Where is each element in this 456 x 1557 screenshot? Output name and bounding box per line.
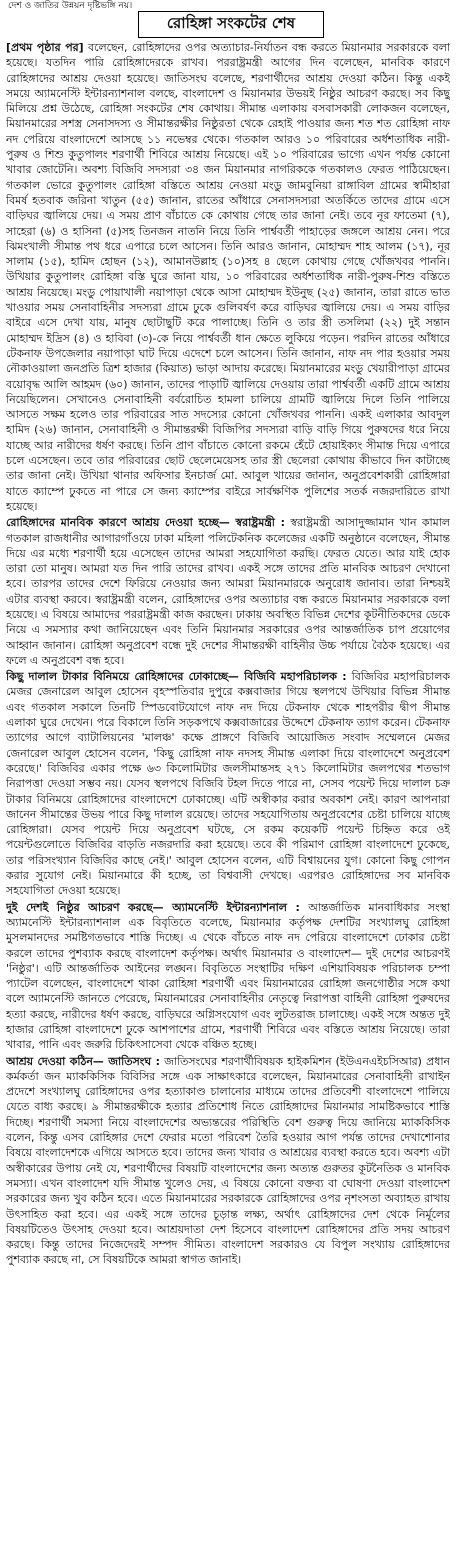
paragraph-bgb-chief: [6, 669, 450, 898]
paragraph-home-minister: [6, 515, 450, 668]
paragraph-text: আন্তর্জাতিক মানবাধিকার সংস্থা অ্যামনেস্টি ইন্টারন্যাশনাল এক বিবৃতিতে বলেছে, মিয়ানমার কর্তৃপক্ষ দেশটির সংখ্যালঘু রোহিঙ্গা মুসলমানদের সমষ্টিগতভাবে শাস্তি দিচ্ছে। এ থেকে বাঁচতে নাফ নদ পেরিয়ে বাংলাদেশে ঢোকার চেষ্টা করলে তাদের পুশব্যাক করছে বাংলাদেশ কর্তৃপক্ষ। অর্থাৎ মিয়ানমার ও বাংলাদেশ— দুই দেশের আচরণই 'নিষ্ঠুর'। এটি আন্তর্জাতিক আইনের লঙ্ঘন। বিবৃতিতে সংস্থাটির দক্ষিণ এশিয়াবিষয়ক পরিচালক চম্পা প্যাটেল বলেছেন, বাংলাদেশে থাকা রোহিঙ্গা শরণার্থী এবং মিয়ানমারের রোহিঙ্গা জনগোষ্ঠীর সঙ্গে কথা বলে অ্যামনেস্টি জানতে পেরেছে, মিয়ানমারের সেনাবাহিনীর নেতৃত্বে নিরাপত্তা বাহিনী রোহিঙ্গা পুরুষদের হত্যা করছে, নারীদের ধর্ষণ করছে, বাড়িঘরে অগ্নিসংযোগ এবং লুটতরাজ চালাচ্ছে। একই সঙ্গে অন্তত দুই হাজার রোহিঙ্গা বাংলাদেশে ঢুকে আশপাশের গ্রামে, শরণার্থী শিবিরে এবং বস্তিতে আশ্রয় নিয়েছে। তারা খাবার, পানি এবং জরুরি চিকিৎসাসেবা থেকে বঞ্চিত হচ্ছে।: [6, 900, 450, 1052]
paragraph-amnesty: [6, 900, 450, 1053]
paragraph-text: বিজিবির মহাপরিচালক মেজর জেনারেল আবুল হোসেন বৃহস্পতিবার দুপুরে কক্সবাজার গিয়ে স্থলপথে উখিয়ার বিভিন্ন সীমান্ত এবং গতকাল সকালে তিনটি স্পিডবোটযোগে নাফ নদ দিয়ে টেকনাফ থেকে শাহপরীর দ্বীপ সীমান্ত এলাকা ঘুরে দেখেন। পরে বিকালে তিনি সড়কপথে কক্সবাজারের উদ্দেশে টেকনাফ ত্যাগ করেন। টেকনাফ ত্যাগের আগে ব্যাটালিয়নের 'মালঞ্চ' কক্ষে প্রাঙ্গণে বিজিবি আয়োজিত সংবাদ সম্মেলনে মেজর জেনারেল আবুল হোসেন বলেন, 'কিছু রোহিঙ্গা নাফ নদসহ সীমান্ত এলাকা দিয়ে বাংলাদেশে অনুপ্রবেশ করেছে।' বিজিবির একার পক্ষে ৬৩ কিলোমিটার জলসীমান্তসহ ২৭১ কিলোমিটার জলপথের শতভাগ নিরাপত্তা দেওয়া সম্ভব নয়। যেসব স্থলপথে বিজিবি টহল দিতে পারে না, সেসব পয়েন্ট দিয়ে দালাল চক্র টাকার বিনিময়ে রোহিঙ্গাদের বাংলাদেশে ঢোকাচ্ছে। এটি অস্বীকার করার অবকাশ নেই। কারণ আপনারা জানেন সীমান্তের উভয় পারে কিছু দালাল রয়েছে। তাদের সহযোগিতায় অনুপ্রবেশের চেষ্টা চালিয়ে যাচ্ছে রোহিঙ্গারা। যেসব পয়েন্ট দিয়ে অনুপ্রবেশ ঘটছে, সে রকম কয়েকটি পয়েন্ট চিহ্নিত করে ওই পয়েন্টগুলোতে বিজিবির বাড়তি নজরদারি করা হয়েছে। তবে কী পরিমাণ রোহিঙ্গা বাংলাদেশে ঢুকেছে, তার পরিসংখ্যান বিজিবির কাছে নেই।' আবুল হোসেন বলেন, এটি বিশ্বায়নের যুগ। কোনো কিছু গোপন করার সুযোগ নেই। মিয়ানমারে কী হচ্ছে, তা বিশ্ববাসী দেখছে। এরপরও রোহিঙ্গাদের সব মানবিক সহযোগিতা দেওয়া হয়েছে।: [6, 670, 450, 898]
previous-article-fragment: দেশ ও জাতির উন্নয়ন দৃষ্টিভঙ্গি নয়।: [8, 1, 133, 11]
subheading-un: আশ্রয় দেওয়া কঠিন— জাতিসংঘ :: [6, 1054, 160, 1068]
headline-box: [138, 11, 324, 38]
paragraph-un: [6, 1054, 450, 1268]
paragraph-intro: [6, 40, 450, 514]
subheading-home-minister: রোহিঙ্গাদের মানবিক কারণে আশ্রয় দেওয়া হচ্ছে— স্বরাষ্ট্রমন্ত্রী :: [6, 516, 285, 530]
subheading-bgb-chief: কিছু দালাল টাকার বিনিময়ে রোহিঙ্গাদের ঢোকাচ্ছে— বিজিবি মহাপরিচালক :: [6, 670, 347, 684]
paragraph-text: বলেছেন, রোহিঙ্গাদের ওপর অত্যাচার-নির্যাতন বন্ধ করতে মিয়ানমার সরকারকে বলা হয়েছে। যতদিন পারি রোহিঙ্গাদেরকে রাখব। পররাষ্ট্রমন্ত্রী আগের দিন বলেছেন, মানবিক কারণে রোহিঙ্গাদের আশ্রয় দেওয়া হয়েছে। জাতিসংঘ বলেছে, শরণার্থীদের আশ্রয় দেওয়া কঠিন। কিন্তু একই সময়ে অ্যামনেস্টি ইন্টারন্যাশনাল বলছে, বাংলাদেশ ও মিয়ানমার উভয়ই নিষ্ঠুর আচরণ করছে। সব কিছু মিলিয়ে প্রশ্ন উঠেছে, রোহিঙ্গা সংকটের শেষ কোথায়। সীমান্ত এলাকায় বসবাসকারী লোকজন বলেছেন, মিয়ানমারের সশস্ত্র সেনাসদস্য ও সীমান্তরক্ষীর নিষ্ঠুরতা থেকে রেহাই পাওয়ার জন্য শত শত রোহিঙ্গা নাফ নদ পেরিয়ে বাংলাদেশে আসছে ১১ নভেম্বর থেকে। গতকাল আরও ১০ পরিবারের অর্ধশতাধিক নারী-পুরুষ ও শিশু কুতুপালং শরণার্থী শিবিরে আশ্রয় নিয়েছে। এই ১০ পরিবারের ভাগ্যে এখন পর্যন্ত কোনো খাবার জোটেনি। অবশ্য বিজিবি সদস্যরা ৩৪ জন মিয়ানমার নাগরিককে গতকালও ফেরত পাঠিয়েছেন। গতকাল ভোরে কুতুপালং রোহিঙ্গা বস্তিতে আশ্রয় নেওয়া মংডু জামবুনিয়া রাঙ্গাবিল গ্রামের স্বামীহারা বিমর্ষ হতবাক জরিনা খাতুন (৫৫) জানান, রাতের আঁধারে সেনাসদস্যরা অতর্কিতে তাদের গ্রামে এসে বাড়িঘর জ্বালিয়ে দেয়। এ সময় প্রাণ বাঁচাতে কে কোথায় গেছে তার জানা নেই। তবে নূর ফাতেমা (৭), সাহেরা (৬) ও হাসিনা (৫)সহ তিনজন নাতনি নিয়ে তিনি পার্শ্ববর্তী পাহাড়ের জঙ্গলে আশ্রয় নেন। পরে ঝিমংখালী সীমান্ত পথ ধরে এপারে চলে আসেন। তিনি আরও জানান, মোহাম্মদ শাহ আলম (১৭), নূর সালাম (১৫), হামিদ হোছন (১২), আমানউল্লাহ (১০)সহ ৪ ছেলে কোথায় গেছে খোঁজখবর পাননি। উখিয়ার কুতুপালং রোহিঙ্গা বস্তি ঘুরে জানা যায়, ১০ পরিবারের অর্ধশতাধিক নারী-পুরুষ-শিশু বস্তিতে আশ্রয় নিয়েছে। মংডু পোয়াখালী নয়াপাড়া থেকে আসা মোহাম্মদ ইউনুছ (২৫) জানান, তারা রাতে ভাত খাওয়ার সময় সেনাবাহিনীর সদস্যরা গ্রামে ঢুকে গুলিবর্ষণ করে বাড়িঘর জ্বালিয়ে দেয়। এ সময় বাড়ির বাইরে এসে দেখা যায়, মানুষ ছোটাছুটি করে পালাচ্ছে। তিনি ও তার স্ত্রী তসলিমা (২২) দুই সন্তান মোহাম্মদ ইদ্রিস (৪) ও হাবিবা (৩)-কে নিয়ে পার্শ্ববর্তী ধান ক্ষেতে লুকিয়ে পড়েন। পরদিন রাতের আঁধারে টেকনাফ উপজেলার নয়াপাড়া ঘাট দিয়ে এদেশে চলে আসেন। তিনি জানান, নাফ নদ পার হওয়ার সময় নৌকাওয়ালা জনপ্রতি ত্রিশ হাজার (কিয়াত) ভাড়া আদায় করেছে। মিয়ানমারের মংডু খেয়ারীপাড়া গ্রামের বয়োবৃদ্ধ আলি আহমদ (৬০) জানান, তাদের পাড়াটি জ্বালিয়ে দেওয়ায় তারা পার্শ্ববর্তী একটি গ্রামে আশ্রয় নিয়েছিলেন। সেখানেও সেনাবাহিনী বর্বরোচিত হামলা চালিয়ে গ্রামটি জ্বালিয়ে দিলে তিনি পালিয়ে আসতে সক্ষম হলেও তার পরিবারের সাত সদস্যের কোনো খোঁজখবর পাননি। একই এলাকার আবদুল হামিদ (২৬) জানান, সেনাবাহিনী ও সীমান্তরক্ষী বিজিপির সদস্যরা বাড়ি বাড়ি গিয়ে পুরুষদের ধরে নিয়ে যাচ্ছে আর নারীদের ধর্ষণ করছে। তিনি প্রাণ বাঁচাতে কোনো রকমে হেঁটে হোয়াইক্যং সীমান্ত দিয়ে এপারে চলে এসেছেন। তবে তার পরিবারের ছোট ছেলেমেয়েসহ তার স্ত্রী ছেলেরা কোথায় কীভাবে দিন কাটাচ্ছে তার জানা নেই। উখিয়া থানার অফিসার ইনচার্জ মো. আবুল খায়ের জানান, অনুপ্রবেশকারী রোহিঙ্গারা যাতে ক্যাম্পে ঢুকতে না পারে সে জন্য ক্যাম্পের বাইরে সার্বক্ষণিক পুলিশের সতর্ক নজরদারিতে রাখা হয়েছে।: [6, 41, 450, 513]
continuation-marker: [প্রথম পৃষ্ঠার পর]: [6, 41, 84, 54]
paragraph-text: জাতিসংঘের শরণার্থীবিষয়ক হাইকমিশন (ইউএনএইচসিআর) প্রধান কর্মকর্তা জন ম্যাককিসিক বিবিসির সঙ্গে এক সাক্ষাৎকারে বলেছেন, মিয়ানমারের সেনাবাহিনী রাখাইন প্রদেশে সংখ্যালঘু রোহিঙ্গাদের ওপর হত্যাকাণ্ড চালানোর মাধ্যমে তাদের প্রতিবেশী বাংলাদেশে পালিয়ে যেতে বাধ্য করছে। ৯ সীমান্তরক্ষীকে হত্যার প্রতিশোধ নিতে রোহিঙ্গাদের মিয়ানমার সামষ্টিকভাবে শাস্তি দিচ্ছে। শরণার্থী সমস্যা নিয়ে বাংলাদেশের অভ্যন্তরের পরিস্থিতি বেশ গুরুত্ব দিয়ে জানিয়ে ম্যাককিসিক বলেন, কিন্তু এসব রোহিঙ্গার দেশে ফেরার মতো পরিবেশ তৈরি হওয়ার আগ পর্যন্ত তাদের দেখাশোনার বিষয়ে বাংলাদেশকে এগিয়ে আসতে হবে। তাদের জন্য খাবার ও আশ্রয়ের ব্যবস্থা করতে হবে। অবশ্য এটা অস্বীকারের উপায় নেই যে, শরণার্থীদের বিষয়টি বাংলাদেশের জন্য অত্যন্ত গুরুতর কূটনৈতিক ও মানবিক সমস্যা। এখন বাংলাদেশ যদি সীমান্ত খুলেও দেয়, এ বিষয়ে কোনো বক্তব্য বা ঘোষণা দেওয়া বাংলাদেশ সরকারের জন্য খুব কঠিন হবে। এতে মিয়ানমারের সরকারকে রোহিঙ্গাদের ওপর নৃশংসতা অব্যাহত রাখায় উৎসাহিত করা হবে। এর একই সঙ্গে তাদের চূড়ান্ত লক্ষ্য, অর্থাৎ রোহিঙ্গাদের দেশ থেকে নির্মূলের বিষয়টিতেও উৎসাহ দেওয়া হবে। আশ্রয়দাতা দেশ হিসেবে বাংলাদেশ রোহিঙ্গাদের প্রতি সদয় আচরণ করছে। কিন্তু তাদের নিজেদেরই সম্পদ সীমিত। বাংলাদেশ সরকারও যে বিপুল সংখ্যায় রোহিঙ্গাদের পুশব্যাক করছে না, সে বিষয়টিকে আমরা স্বাগত জানাই।: [6, 1054, 450, 1267]
headline: রোহিঙ্গা সংকটের শেষ: [166, 14, 296, 32]
paragraph-text: স্বরাষ্ট্রমন্ত্রী আসাদুজ্জামান খান কামাল গতকাল রাজধানীর আগারগাঁওয়ে ঢাকা মহিলা পলিটেকনিক কলেজের একটি অনুষ্ঠানে বলেছেন, সীমান্ত দিয়ে এর মধ্যে শরণার্থী হয়ে এসেছেন তাদের আমরা সহযোগিতা করছি। ফেরত যেতে। আর যাই হোক তারা তো মানুষ। আমরা যত দিন পারি তাদের রাখব। একই সঙ্গে তাদের প্রতি মানবিক আচরণ দেখানো হবে। তারপর তাদের দেশে ফিরিয়ে নেওয়ার জন্য আমরা মিয়ানমারকে অনুরোধ জানাব। তারা নিশ্চয়ই এটার ব্যবস্থা করবে। স্বরাষ্ট্রমন্ত্রী বলেন, রোহিঙ্গাদের ওপর অত্যাচার বন্ধ করতে মিয়ানমার সরকারকে বলা হয়েছে। এ বিষয়ে আমাদের পররাষ্ট্রমন্ত্রী কাজ করছেন। ঢাকায় অবস্থিত বিভিন্ন দেশের কূটনীতিকদের ডেকে নিয়ে এ সমস্যার কথা জানিয়েছেন এবং তিনি মিয়ানমার সরকারের ওপর আন্তর্জাতিক চাপ প্রয়োগের আহ্বান জানান। রোহিঙ্গা অনুপ্রবেশ বন্ধে দুই দেশের সীমান্তরক্ষী বাহিনীর উচ্চ পর্যায়ে বৈঠক হয়েছে। এর ফলে এ অনুপ্রবেশ বন্ধ হবে।: [6, 516, 450, 667]
article-body: [6, 40, 450, 1554]
subheading-amnesty: দুই দেশই নিষ্ঠুর আচরণ করছে— অ্যামনেস্টি ইন্টারন্যাশনাল :: [6, 900, 300, 914]
